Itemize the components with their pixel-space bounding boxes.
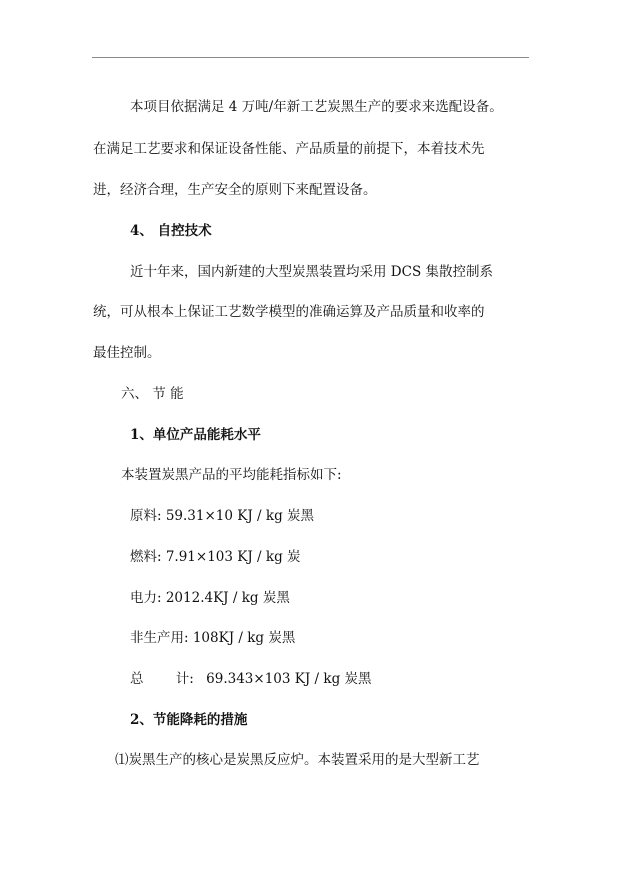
energy-item-power: 电力: 2012.4KJ / kg 炭黑 — [130, 590, 290, 606]
paragraph-line: 本项目依据满足 4 万吨/年新工艺炭黑生产的要求来选配设备。 — [130, 99, 503, 115]
header-rule — [92, 57, 529, 58]
paragraph-line: 统，可从根本上保证工艺数学模型的准确运算及产品质量和收率的 — [93, 304, 485, 320]
energy-item-non-production: 非生产用: 108KJ / kg 炭黑 — [130, 630, 296, 646]
section-heading: 1、单位产品能耗水平 — [130, 427, 261, 443]
paragraph-line: 进，经济合理，生产安全的原则下来配置设备。 — [93, 182, 377, 198]
paragraph-line: ⑴炭黑生产的核心是炭黑反应炉。本装置采用的是大型新工艺 — [115, 752, 480, 768]
paragraph-line: 在满足工艺要求和保证设备性能、产品质量的前提下，本着技术先 — [93, 141, 485, 157]
paragraph-line: 最佳控制。 — [93, 345, 161, 361]
paragraph-line: 近十年来，国内新建的大型炭黑装置均采用 DCS 集散控制系 — [130, 264, 493, 280]
chapter-heading: 六、 节 能 — [121, 386, 184, 402]
total-label-2: 计: — [175, 671, 194, 687]
total-value: 69.343×103 KJ / kg 炭黑 — [206, 671, 372, 687]
energy-item-raw-material: 原料: 59.31×10 KJ / kg 炭黑 — [130, 508, 315, 524]
section-heading: 4、 自控技术 — [130, 223, 212, 239]
energy-item-total — [130, 669, 372, 689]
section-heading: 2、节能降耗的措施 — [130, 712, 248, 728]
total-label: 总 — [130, 671, 144, 687]
paragraph-line: 本装置炭黑产品的平均能耗指标如下: — [121, 467, 342, 483]
energy-item-fuel: 燃料: 7.91×103 KJ / kg 炭 — [130, 549, 301, 565]
